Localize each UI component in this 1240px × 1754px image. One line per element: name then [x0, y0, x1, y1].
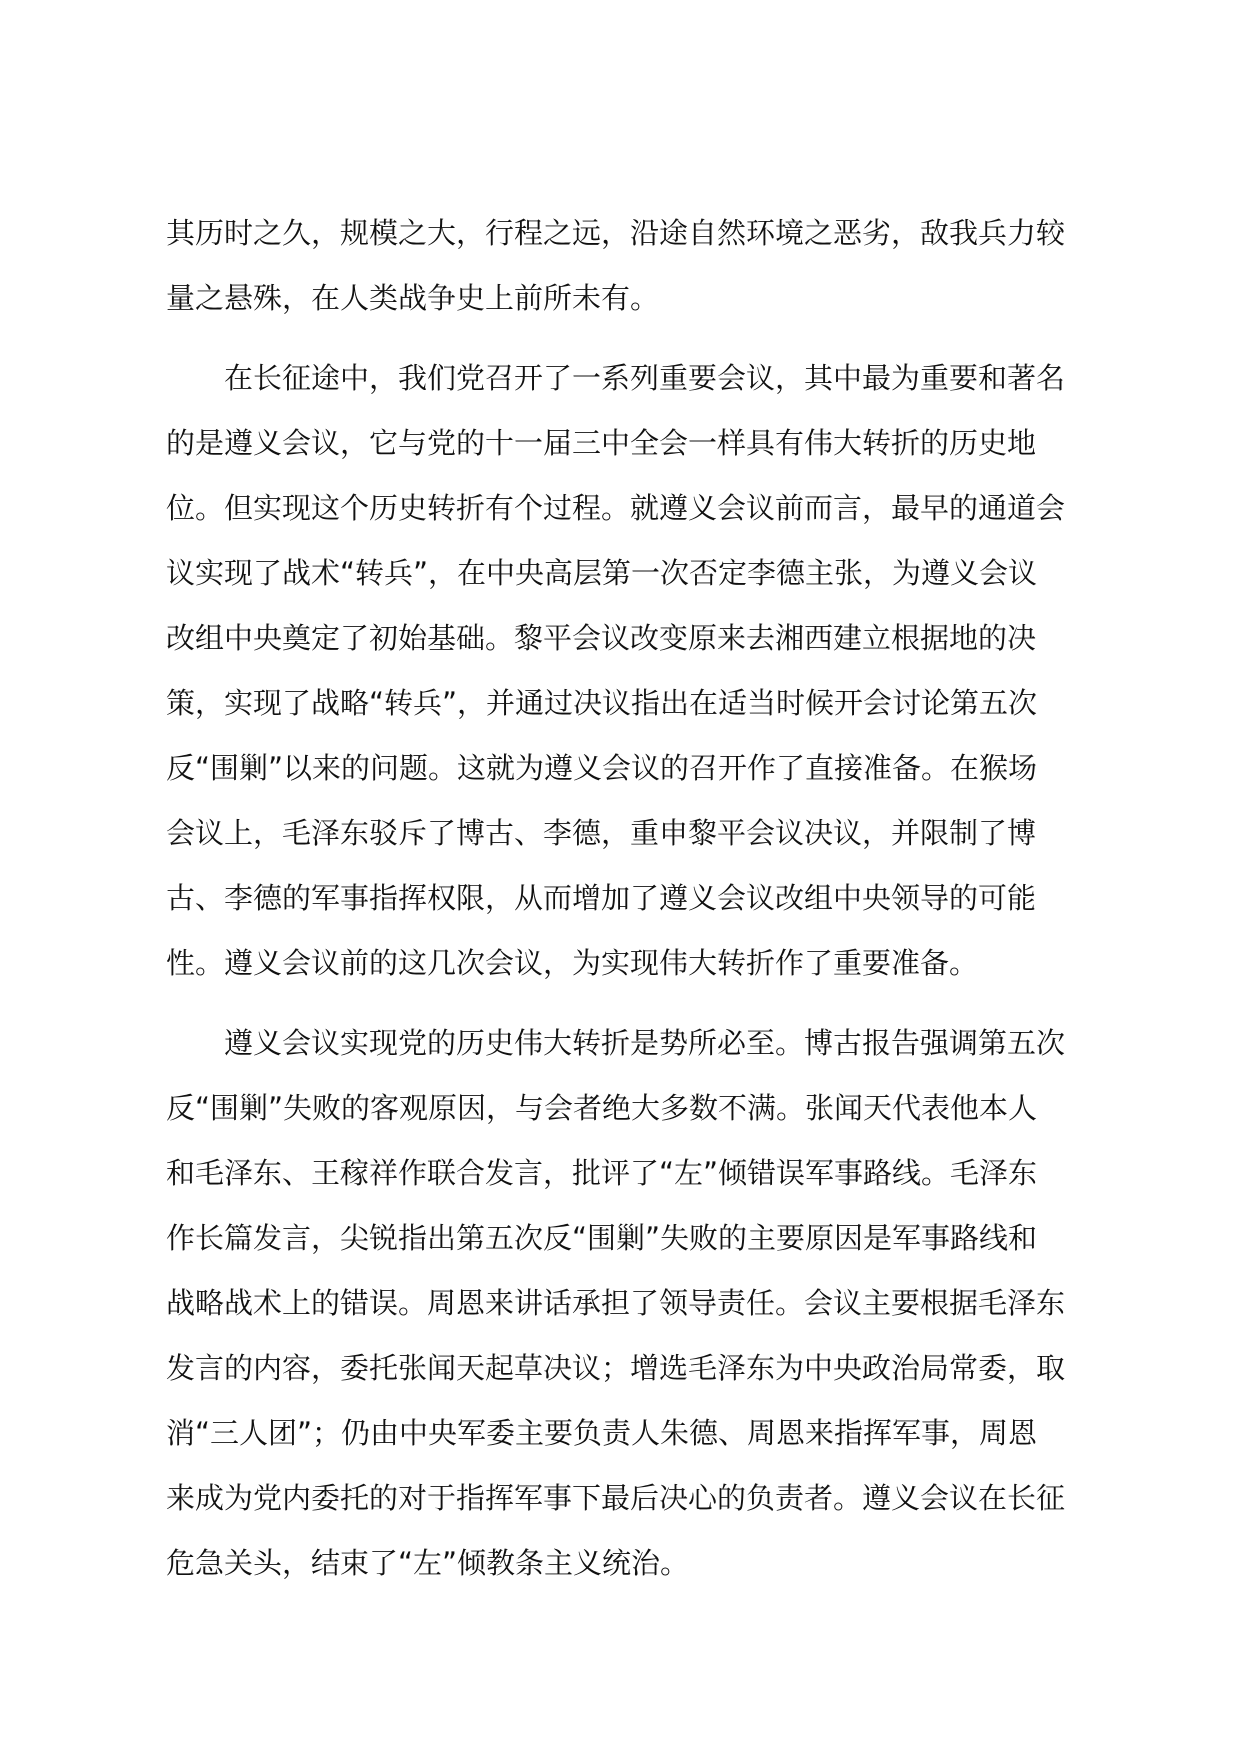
- text-line: 反“围剿”失败的客观原因，与会者绝大多数不满。张闻天代表他本人: [166, 1091, 1038, 1125]
- text-line: 古、李德的军事指挥权限，从而增加了遵义会议改组中央领导的可能: [166, 881, 1037, 915]
- text-line: 会议上，毛泽东驳斥了博古、李德，重申黎平会议决议，并限制了博: [166, 816, 1037, 850]
- text-line: 量之悬殊，在人类战争史上前所未有。: [166, 281, 660, 315]
- text-line: 消“三人团”；仍由中央军委主要负责人朱德、周恩来指挥军事，周恩: [166, 1416, 1038, 1450]
- paragraph-2: [166, 346, 1086, 996]
- paragraph-3: [166, 1011, 1086, 1596]
- text-line: 性。遵义会议前的这几次会议，为实现伟大转折作了重要准备。: [166, 946, 979, 980]
- text-line: 危急关头，结束了“左”倾教条主义统治。: [166, 1546, 690, 1580]
- text-line: 位。但实现这个历史转折有个过程。就遵义会议前而言，最早的通道会: [166, 491, 1066, 525]
- text-line: 来成为党内委托的对于指挥军事下最后决心的负责者。遵义会议在长征: [166, 1481, 1066, 1515]
- text-line: 和毛泽东、王稼祥作联合发言，批评了“左”倾错误军事路线。毛泽东: [166, 1156, 1038, 1190]
- text-line: 策，实现了战略“转兵”，并通过决议指出在适当时候开会讨论第五次: [166, 686, 1038, 720]
- text-line: 议实现了战术“转兵”，在中央高层第一次否定李德主张，为遵义会议: [166, 556, 1038, 590]
- text-line: 作长篇发言，尖锐指出第五次反“围剿”失败的主要原因是军事路线和: [166, 1221, 1038, 1255]
- body-text: [166, 201, 1086, 1596]
- text-line: 在长征途中，我们党召开了一系列重要会议，其中最为重要和著名: [224, 361, 1066, 395]
- text-line: 反“围剿”以来的问题。这就为遵义会议的召开作了直接准备。在猴场: [166, 751, 1038, 785]
- paragraph-1: [166, 201, 1086, 331]
- text-line: 的是遵义会议，它与党的十一届三中全会一样具有伟大转折的历史地: [166, 426, 1037, 460]
- text-line: 遵义会议实现党的历史伟大转折是势所必至。博古报告强调第五次: [224, 1026, 1066, 1060]
- text-line: 其历时之久，规模之大，行程之远，沿途自然环境之恶劣，敌我兵力较: [166, 216, 1066, 250]
- text-line: 战略战术上的错误。周恩来讲话承担了领导责任。会议主要根据毛泽东: [166, 1286, 1066, 1320]
- text-line: 改组中央奠定了初始基础。黎平会议改变原来去湘西建立根据地的决: [166, 621, 1037, 655]
- text-line: 发言的内容，委托张闻天起草决议；增选毛泽东为中央政治局常委，取: [166, 1351, 1066, 1385]
